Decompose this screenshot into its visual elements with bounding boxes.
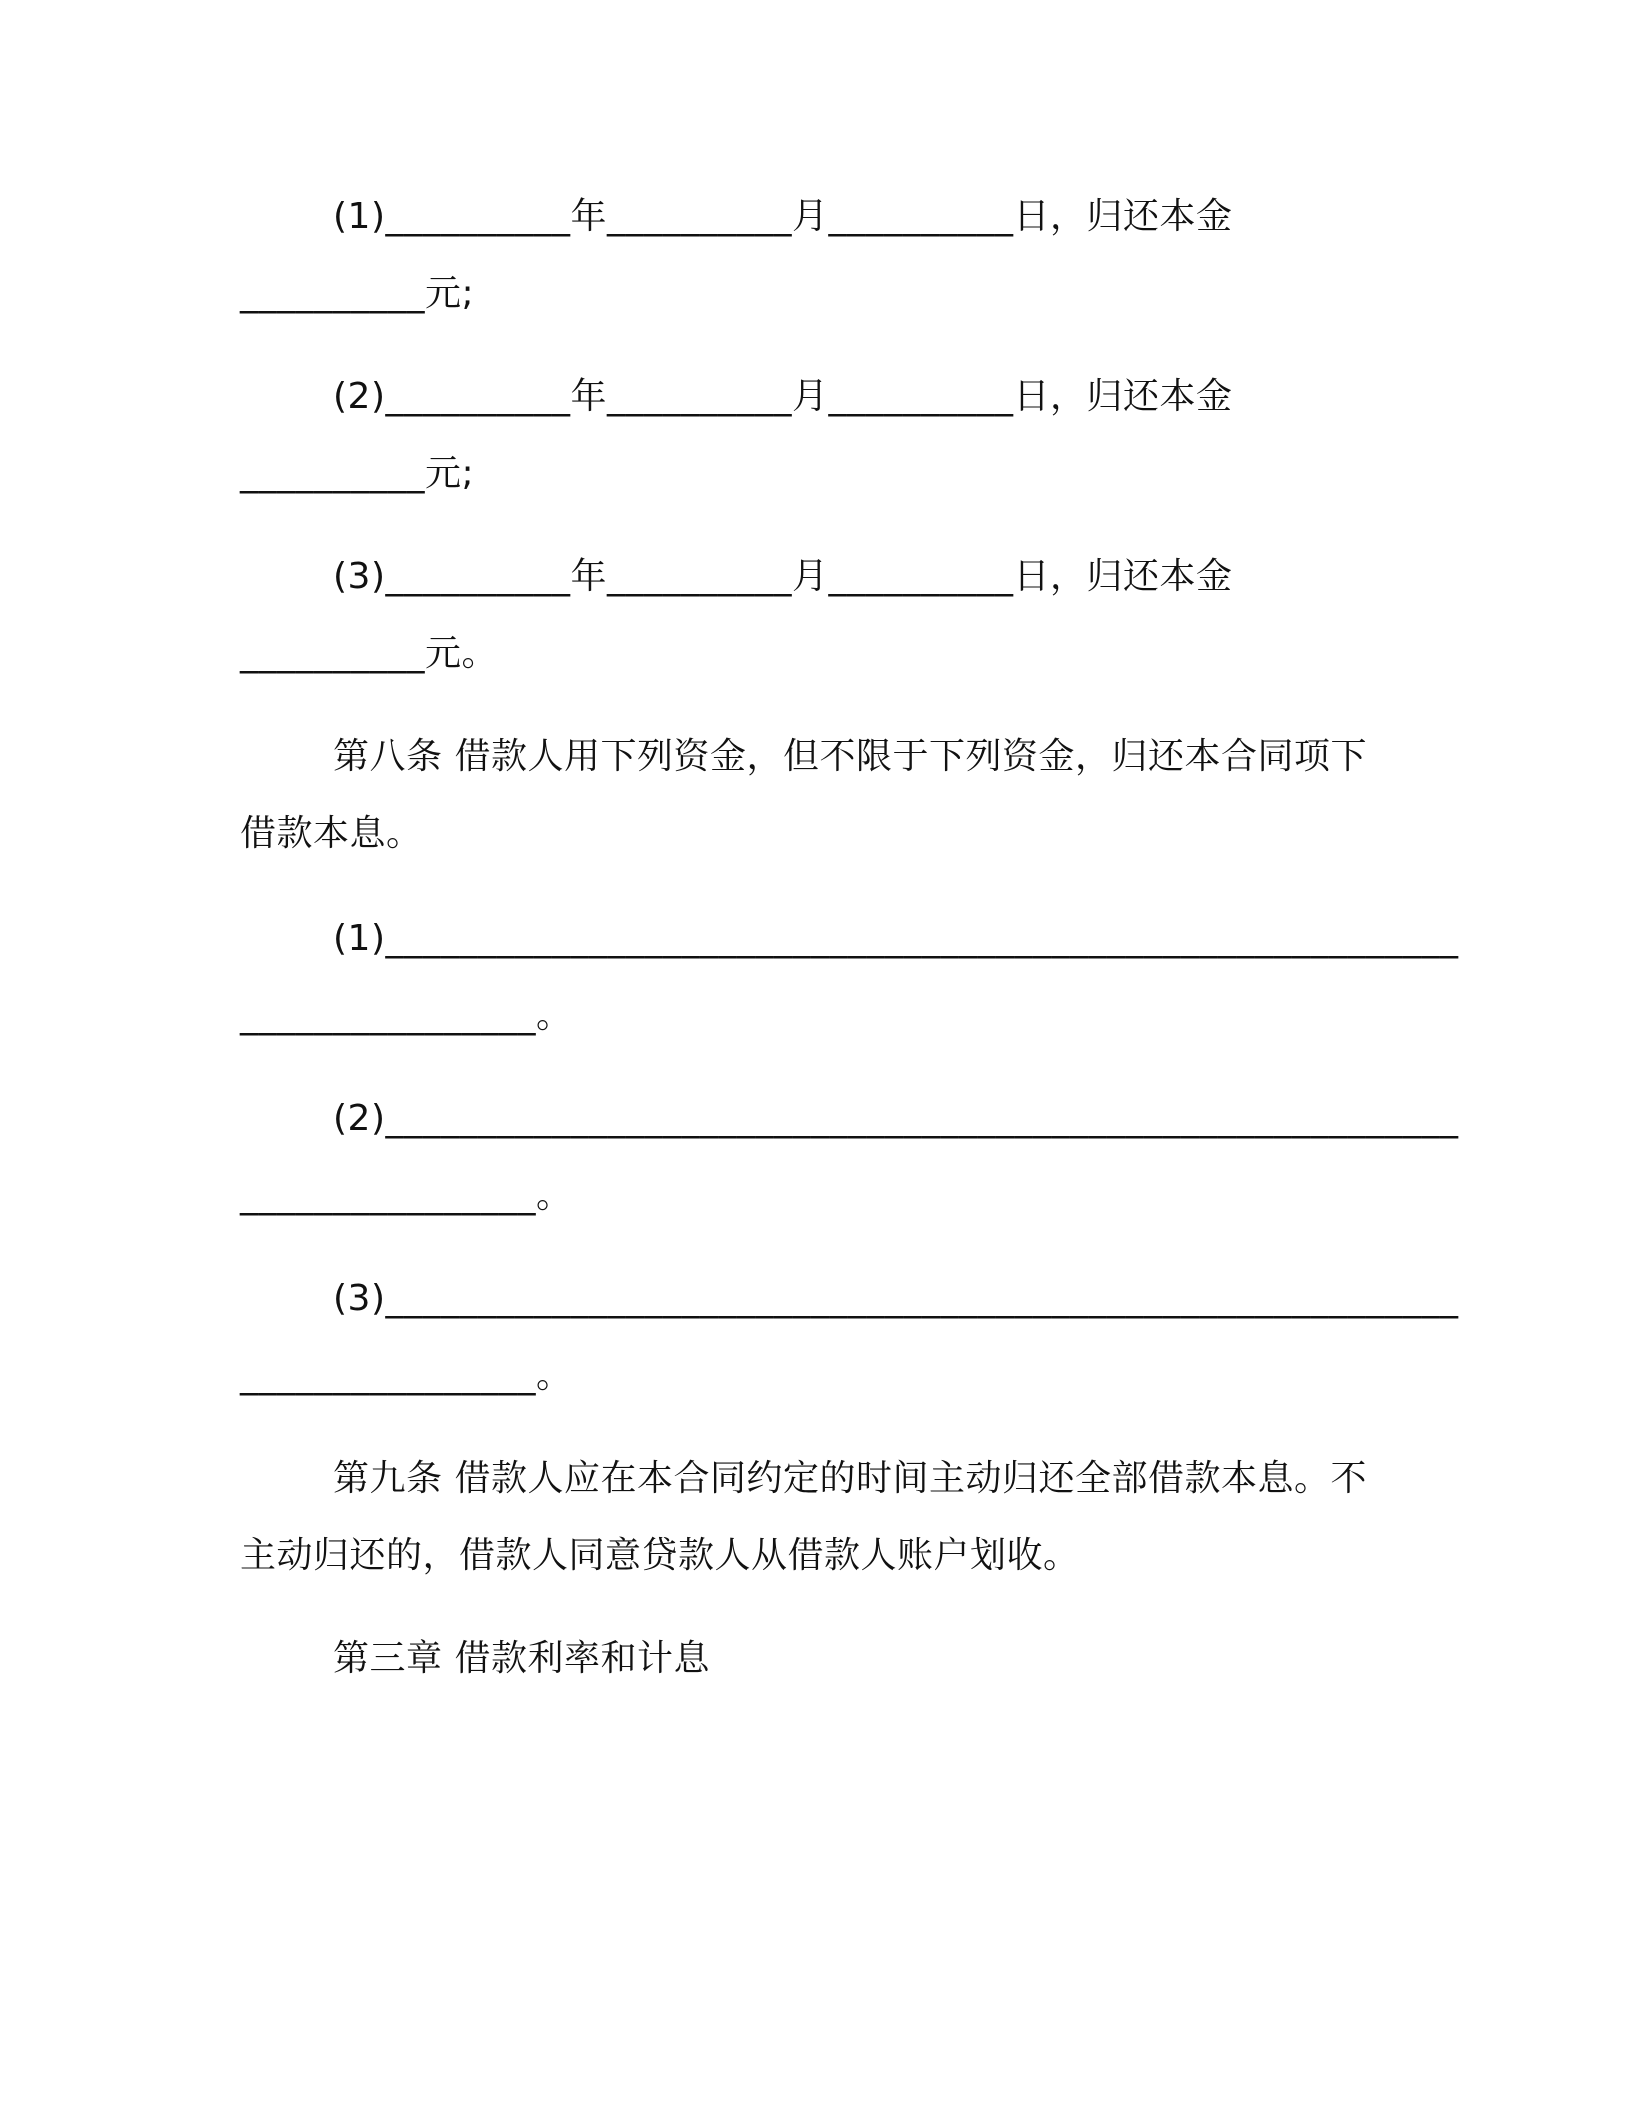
fund-source-item-1-continued: ________________。 <box>240 995 573 1036</box>
chapter-3-heading: 第三章 借款利率和计息 <box>333 1638 710 1679</box>
repayment-item-1-amount: __________元; <box>240 273 475 314</box>
repayment-item-1: (1)__________年__________月__________日，归还本金 <box>333 196 1233 237</box>
repayment-item-3-amount: __________元。 <box>240 633 499 674</box>
repayment-item-2: (2)__________年__________月__________日，归还本金 <box>333 376 1233 417</box>
article-9-line-1: 第九条 借款人应在本合同约定的时间主动归还全部借款本息。不 <box>333 1458 1367 1499</box>
fund-source-item-3: (3)__________________________________________________________ <box>333 1278 1459 1319</box>
article-8-line-1: 第八条 借款人用下列资金，但不限于下列资金，归还本合同项下 <box>333 736 1367 777</box>
article-8-line-2: 借款本息。 <box>240 813 423 854</box>
fund-source-item-3-continued: ________________。 <box>240 1355 573 1396</box>
fund-source-item-2-continued: ________________。 <box>240 1175 573 1216</box>
repayment-item-2-amount: __________元; <box>240 453 475 494</box>
fund-source-item-1: (1)__________________________________________________________ <box>333 918 1459 959</box>
article-9-line-2: 主动归还的，借款人同意贷款人从借款人账户划收。 <box>240 1535 1080 1576</box>
fund-source-item-2: (2)__________________________________________________________ <box>333 1098 1459 1139</box>
repayment-item-3: (3)__________年__________月__________日，归还本金 <box>333 556 1233 597</box>
